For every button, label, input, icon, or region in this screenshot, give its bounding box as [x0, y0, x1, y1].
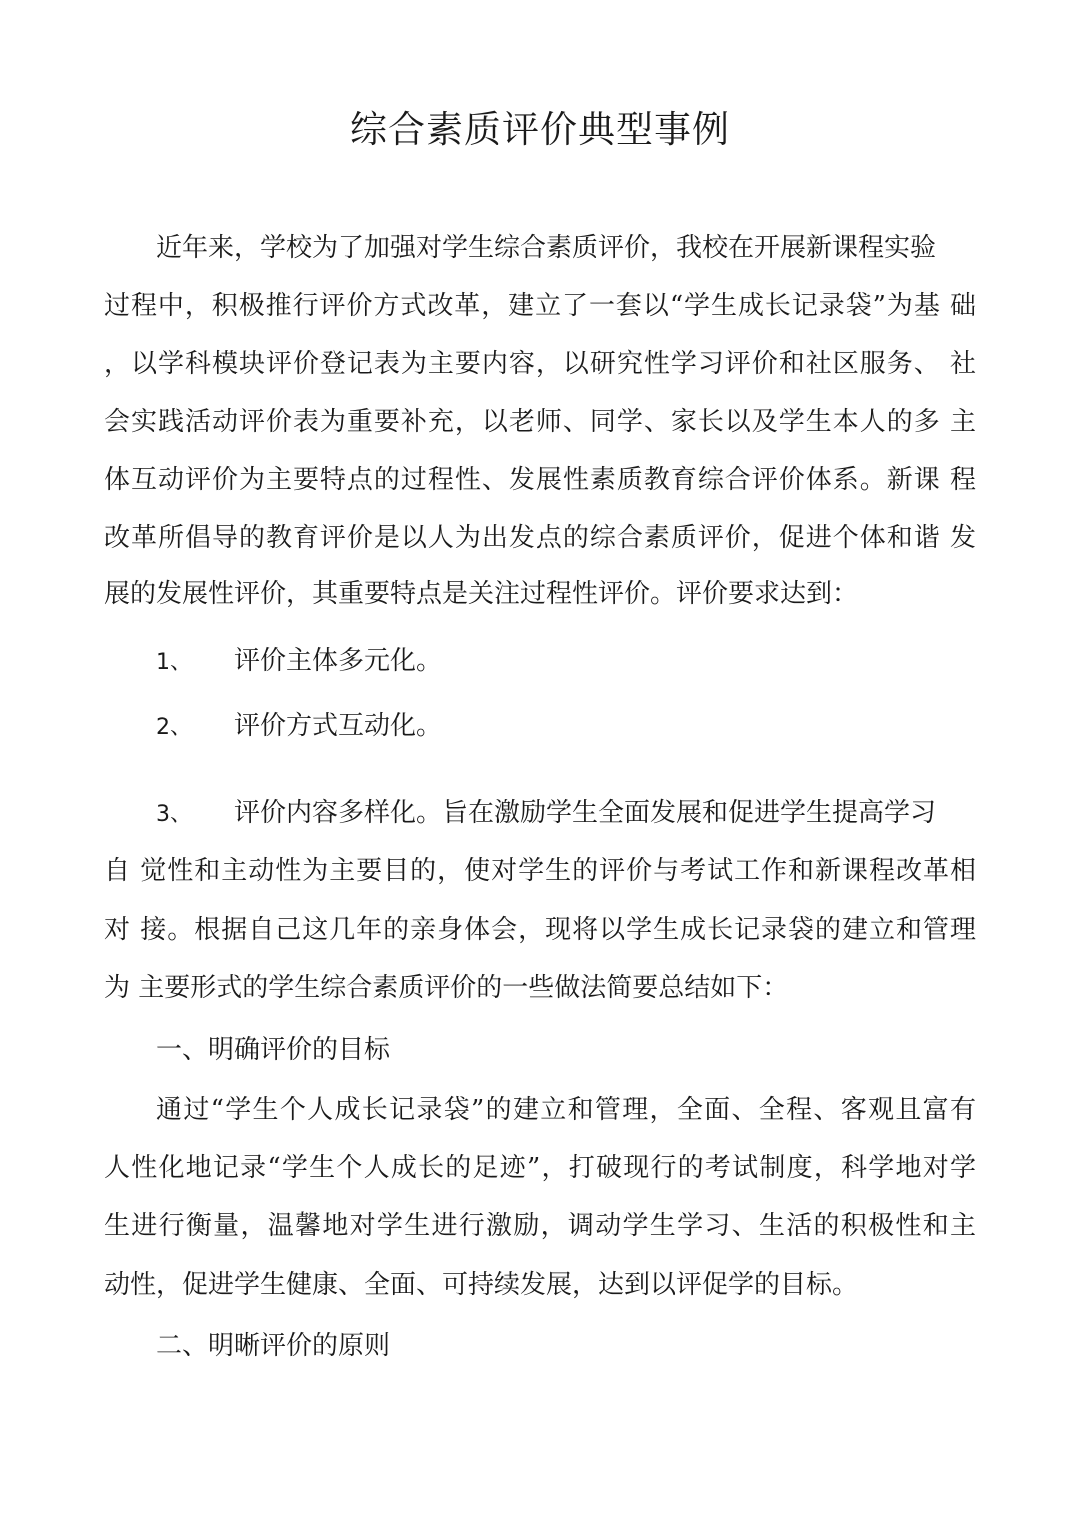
list-item-text: 评价方式互动化。 — [234, 711, 443, 741]
intro-line: ，以学科模块评价登记表为主要内容，以研究性学习评价和社区服务、 社 — [104, 349, 976, 379]
list-item-number: 1、 — [156, 650, 192, 675]
list-item-text: 评价主体多元化。 — [234, 646, 443, 676]
list-item-number: 3、 — [156, 802, 192, 827]
list-item-text: 评价内容多样化。旨在激励学生全面发展和促进学生提高学习 — [234, 798, 937, 828]
intro-line: 展的发展性评价，其重要特点是关注过程性评价。评价要求达到： — [104, 579, 859, 609]
intro-line: 体互动评价为主要特点的过程性、发展性素质教育综合评价体系。新课 程 — [104, 465, 976, 495]
list-item-number: 2、 — [156, 715, 192, 740]
intro-line: 过程中，积极推行评价方式改革，建立了一套以“学生成长记录袋”为基 础 — [104, 291, 976, 321]
continuation-line: 对 接。根据自己这几年的亲身体会，现将以学生成长记录袋的建立和管理 — [104, 915, 976, 945]
section-line: 通过“学生个人成长记录袋”的建立和管理，全面、全程、客观且富有 — [156, 1095, 976, 1125]
list-item — [156, 793, 976, 835]
section-line: 动性，促进学生健康、全面、可持续发展，达到以评促学的目标。 — [104, 1270, 859, 1300]
continuation-line: 自 觉性和主动性为主要目的，使对学生的评价与考试工作和新课程改革相 — [104, 856, 976, 886]
intro-line: 近年来，学校为了加强对学生综合素质评价，我校在开展新课程实验 — [156, 233, 937, 263]
section-heading: 一、明确评价的目标 — [156, 1035, 391, 1065]
document-title: 综合素质评价典型事例 — [350, 108, 730, 151]
continuation-line: 为 主要形式的学生综合素质评价的一些做法简要总结如下： — [104, 973, 789, 1003]
list-item — [156, 641, 976, 683]
intro-line: 改革所倡导的教育评价是以人为出发点的综合素质评价，促进个体和谐 发 — [104, 523, 976, 553]
intro-line: 会实践活动评价表为重要补充，以老师、同学、家长以及学生本人的多 主 — [104, 407, 976, 437]
section-heading: 二、明晰评价的原则 — [156, 1331, 391, 1361]
list-item — [156, 706, 976, 748]
section-line: 人性化地记录“学生个人成长的足迹”，打破现行的考试制度，科学地对学 — [104, 1153, 976, 1183]
section-line: 生进行衡量，温馨地对学生进行激励，调动学生学习、生活的积极性和主 — [104, 1211, 976, 1241]
